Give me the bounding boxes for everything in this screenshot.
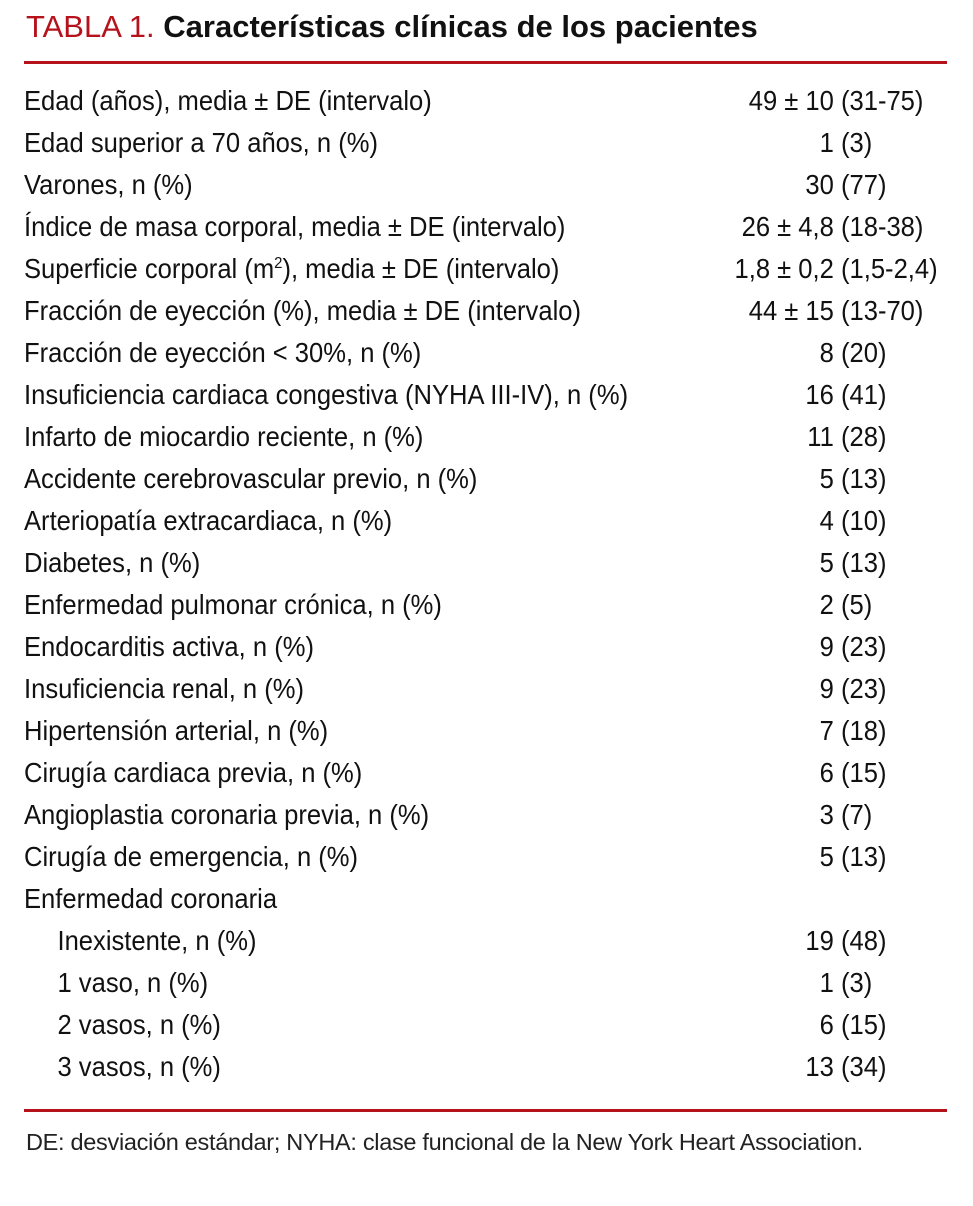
table-row <box>24 164 947 206</box>
row-value <box>702 710 947 752</box>
value-percent: (15) <box>840 1009 887 1040</box>
value-number: 5 <box>819 547 834 578</box>
row-label: Endocarditis activa, n (%) <box>24 631 314 662</box>
row-label: Varones, n (%) <box>24 169 193 200</box>
value-number: 6 <box>819 757 834 788</box>
row-value <box>702 374 947 416</box>
table-row <box>24 794 947 836</box>
value-percent: (15) <box>840 757 887 788</box>
table-row <box>24 752 947 794</box>
value-number: 11 <box>807 421 834 452</box>
row-label: Insuficiencia renal, n (%) <box>24 673 305 704</box>
value-number: 30 <box>805 169 834 200</box>
table-row <box>24 458 947 500</box>
value-percent: (3) <box>840 967 873 998</box>
table-row <box>24 248 947 290</box>
row-value <box>702 500 947 542</box>
value-number: 1 <box>819 967 834 998</box>
value-number: 4 <box>819 505 834 536</box>
value-percent: (23) <box>840 631 887 662</box>
row-label: Hipertensión arterial, n (%) <box>24 715 329 746</box>
value-percent: (34) <box>840 1051 887 1082</box>
row-label: Cirugía cardiaca previa, n (%) <box>24 757 363 788</box>
row-label: Accidente cerebrovascular previo, n (%) <box>24 463 478 494</box>
value-range: (18-38) <box>840 211 924 242</box>
row-value <box>702 962 947 1004</box>
value-number: 1 <box>819 127 834 158</box>
row-value <box>702 248 947 290</box>
row-label: Enfermedad pulmonar crónica, n (%) <box>24 589 442 620</box>
row-label: Índice de masa corporal, media ± DE (intervalo) <box>24 211 566 242</box>
value-number: 9 <box>819 673 834 704</box>
row-value <box>702 794 947 836</box>
value-number: 26 ± 4,8 <box>741 211 834 242</box>
section-label: Enfermedad coronaria <box>24 883 278 914</box>
row-value <box>702 878 947 920</box>
row-value <box>702 752 947 794</box>
superscript: 2 <box>274 254 283 272</box>
row-value <box>702 668 947 710</box>
value-percent: (13) <box>840 547 887 578</box>
value-number: 5 <box>819 463 834 494</box>
row-label: Cirugía de emergencia, n (%) <box>24 841 359 872</box>
table-row <box>24 1046 947 1088</box>
row-label: Edad superior a 70 años, n (%) <box>24 127 378 158</box>
value-number: 5 <box>819 841 834 872</box>
row-label: Arteriopatía extracardiaca, n (%) <box>24 505 393 536</box>
value-percent: (7) <box>840 799 873 830</box>
row-label: 1 vaso, n (%) <box>57 967 209 998</box>
table-row <box>24 206 947 248</box>
value-number: 44 ± 15 <box>748 295 834 326</box>
characteristics-table <box>24 80 947 1088</box>
value-percent: (23) <box>840 673 887 704</box>
table-row <box>24 416 947 458</box>
table-row <box>24 290 947 332</box>
row-label: Fracción de eyección (%), media ± DE (intervalo) <box>24 295 581 326</box>
table-title <box>26 4 758 50</box>
table-row <box>24 668 947 710</box>
row-label: Inexistente, n (%) <box>57 925 257 956</box>
row-value <box>702 584 947 626</box>
value-percent: (3) <box>840 127 873 158</box>
table-row <box>24 1004 947 1046</box>
value-percent: (77) <box>840 169 887 200</box>
row-label: Angioplastia coronaria previa, n (%) <box>24 799 430 830</box>
table-row <box>24 122 947 164</box>
table-row <box>24 542 947 584</box>
value-range: (1,5-2,4) <box>840 253 938 284</box>
row-value <box>702 416 947 458</box>
value-number: 7 <box>819 715 834 746</box>
value-percent: (28) <box>840 421 887 452</box>
label-part: ), media ± DE (intervalo) <box>282 253 560 284</box>
row-label <box>24 248 638 290</box>
table-row <box>24 500 947 542</box>
row-label: 2 vasos, n (%) <box>57 1009 221 1040</box>
row-value <box>702 164 947 206</box>
row-value <box>702 332 947 374</box>
row-value <box>702 206 947 248</box>
value-range: (13-70) <box>840 295 924 326</box>
row-label: Infarto de miocardio reciente, n (%) <box>24 421 424 452</box>
value-number: 16 <box>805 379 834 410</box>
value-number: 2 <box>819 589 834 620</box>
value-percent: (48) <box>840 925 887 956</box>
table-footnote: DE: desviación estándar; NYHA: clase funcional de la New York Heart Association. <box>26 1129 863 1155</box>
table-row <box>24 878 947 920</box>
value-number: 9 <box>819 631 834 662</box>
table-row <box>24 374 947 416</box>
row-label: Insuficiencia cardiaca congestiva (NYHA III-IV), n (%) <box>24 379 629 410</box>
value-percent: (41) <box>840 379 887 410</box>
value-number: 3 <box>819 799 834 830</box>
top-rule <box>24 61 947 64</box>
row-value <box>702 122 947 164</box>
row-label: 3 vasos, n (%) <box>57 1051 221 1082</box>
row-label: Diabetes, n (%) <box>24 547 201 578</box>
table-row <box>24 584 947 626</box>
row-value <box>702 1004 947 1046</box>
row-label: Edad (años), media ± DE (intervalo) <box>24 85 432 116</box>
row-value <box>702 920 947 962</box>
label-part: Superficie corporal (m <box>24 253 275 284</box>
row-value <box>702 80 947 122</box>
row-value <box>702 836 947 878</box>
table-row <box>24 80 947 122</box>
value-number: 1,8 ± 0,2 <box>734 253 834 284</box>
value-range: (31-75) <box>840 85 924 116</box>
value-number: 19 <box>805 925 834 956</box>
table-row <box>24 962 947 1004</box>
row-value <box>702 1046 947 1088</box>
table-caption: Características clínicas de los pacientes <box>163 9 758 44</box>
value-number: 13 <box>805 1051 834 1082</box>
table-row <box>24 836 947 878</box>
value-percent: (13) <box>840 841 887 872</box>
value-percent: (20) <box>840 337 887 368</box>
value-percent: (10) <box>840 505 887 536</box>
table-row <box>24 626 947 668</box>
row-value <box>702 542 947 584</box>
table-row <box>24 710 947 752</box>
row-value <box>702 626 947 668</box>
value-percent: (5) <box>840 589 873 620</box>
value-number: 49 ± 10 <box>748 85 834 116</box>
row-label: Fracción de eyección < 30%, n (%) <box>24 337 422 368</box>
table-row <box>24 332 947 374</box>
bottom-rule <box>24 1109 947 1112</box>
value-number: 8 <box>819 337 834 368</box>
value-percent: (18) <box>840 715 887 746</box>
value-number: 6 <box>819 1009 834 1040</box>
value-percent: (13) <box>840 463 887 494</box>
row-value <box>702 290 947 332</box>
table-row <box>24 920 947 962</box>
row-value <box>702 458 947 500</box>
table-number: TABLA 1. <box>26 9 155 44</box>
